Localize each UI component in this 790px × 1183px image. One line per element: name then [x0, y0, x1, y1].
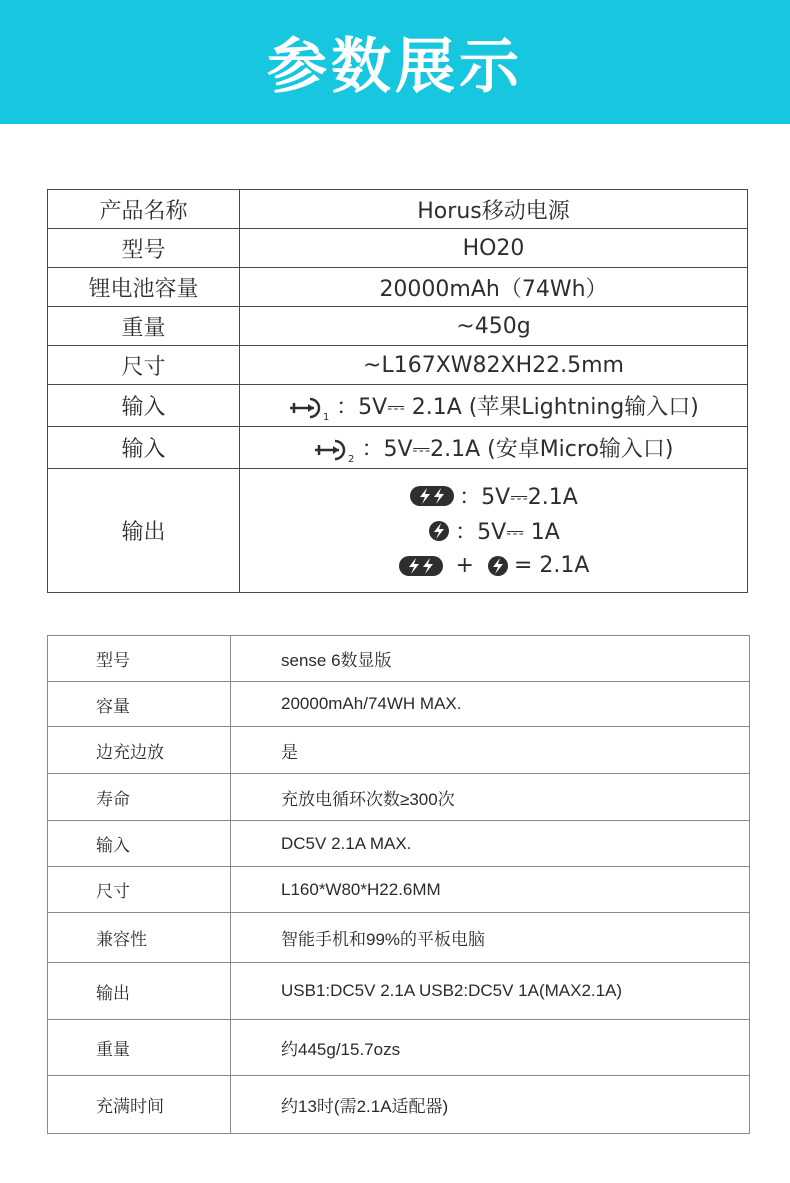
row-value: 20000mAh/74WH MAX.: [231, 682, 750, 727]
input-plug-icon: [313, 437, 357, 463]
input-plug-icon: [288, 395, 332, 421]
dual-bolt-icon: [409, 485, 455, 507]
table-row: [48, 268, 748, 307]
output-spec-1: ：5V⎓2.1A: [459, 485, 578, 510]
plus-sign: +: [455, 553, 474, 578]
table-row: [48, 1020, 750, 1076]
row-value: 约13时(需2.1A适配器): [231, 1076, 750, 1134]
table-row: [48, 913, 750, 963]
table-row-input-1: [48, 385, 748, 427]
output-line-1: [246, 478, 741, 513]
dual-bolt-icon: [398, 555, 444, 577]
table-row: [48, 346, 748, 385]
output-line-3: [246, 548, 741, 583]
page-title: 参数展示: [267, 32, 523, 102]
row-label: 充满时间: [48, 1076, 231, 1134]
row-value: L160*W80*H22.6MM: [231, 867, 750, 913]
row-label: 重量: [48, 307, 240, 346]
port-number: 1: [323, 412, 330, 421]
row-value: 是: [231, 727, 750, 774]
row-label: 寿命: [48, 774, 231, 821]
row-value: sense 6数显版: [231, 636, 750, 682]
row-label: 锂电池容量: [48, 268, 240, 307]
table-row-output: [48, 469, 748, 593]
row-value: [240, 385, 748, 427]
table-row: [48, 229, 748, 268]
output-spec-3: = 2.1A: [513, 553, 590, 578]
row-label: 输入: [48, 427, 240, 469]
row-value: ~450g: [240, 307, 748, 346]
row-label: 兼容性: [48, 913, 231, 963]
row-label: 输出: [48, 469, 240, 593]
table-row: [48, 774, 750, 821]
row-label: 尺寸: [48, 867, 231, 913]
row-value: ~L167XW82XH22.5mm: [240, 346, 748, 385]
input-1-spec: ：5V⎓ 2.1A (苹果Lightning输入口): [336, 395, 699, 420]
row-value: 充放电循环次数≥300次: [231, 774, 750, 821]
row-value: USB1:DC5V 2.1A USB2:DC5V 1A(MAX2.1A): [231, 963, 750, 1020]
row-label: 产品名称: [48, 190, 240, 229]
table-row: [48, 821, 750, 867]
row-value: [240, 427, 748, 469]
row-value: DC5V 2.1A MAX.: [231, 821, 750, 867]
table-row: [48, 636, 750, 682]
row-value: HO20: [240, 229, 748, 268]
row-value: 约445g/15.7ozs: [231, 1020, 750, 1076]
table-row: [48, 963, 750, 1020]
row-label: 型号: [48, 229, 240, 268]
single-bolt-icon: [427, 520, 451, 542]
row-label: 型号: [48, 636, 231, 682]
table-row: [48, 727, 750, 774]
row-label: 重量: [48, 1020, 231, 1076]
output-spec-2: ：5V⎓ 1A: [455, 520, 560, 545]
row-value: [240, 469, 748, 593]
table-row: [48, 682, 750, 727]
table-row: [48, 867, 750, 913]
table-row: [48, 190, 748, 229]
port-number: 2: [348, 454, 355, 463]
single-bolt-icon: [486, 555, 510, 577]
row-label: 容量: [48, 682, 231, 727]
row-label: 输入: [48, 821, 231, 867]
spec-table-horus: [47, 189, 748, 593]
table-row-input-2: [48, 427, 748, 469]
row-value: Horus移动电源: [240, 190, 748, 229]
header-banner: [0, 0, 790, 124]
table-row: [48, 307, 748, 346]
output-line-2: [246, 513, 741, 548]
row-value: 20000mAh（74Wh）: [240, 268, 748, 307]
row-label: 边充边放: [48, 727, 231, 774]
input-2-spec: ：5V⎓2.1A (安卓Micro输入口): [361, 437, 674, 462]
row-label: 输入: [48, 385, 240, 427]
row-value: 智能手机和99%的平板电脑: [231, 913, 750, 963]
spec-table-sense6: [47, 635, 750, 1134]
row-label: 尺寸: [48, 346, 240, 385]
table-row: [48, 1076, 750, 1134]
row-label: 输出: [48, 963, 231, 1020]
